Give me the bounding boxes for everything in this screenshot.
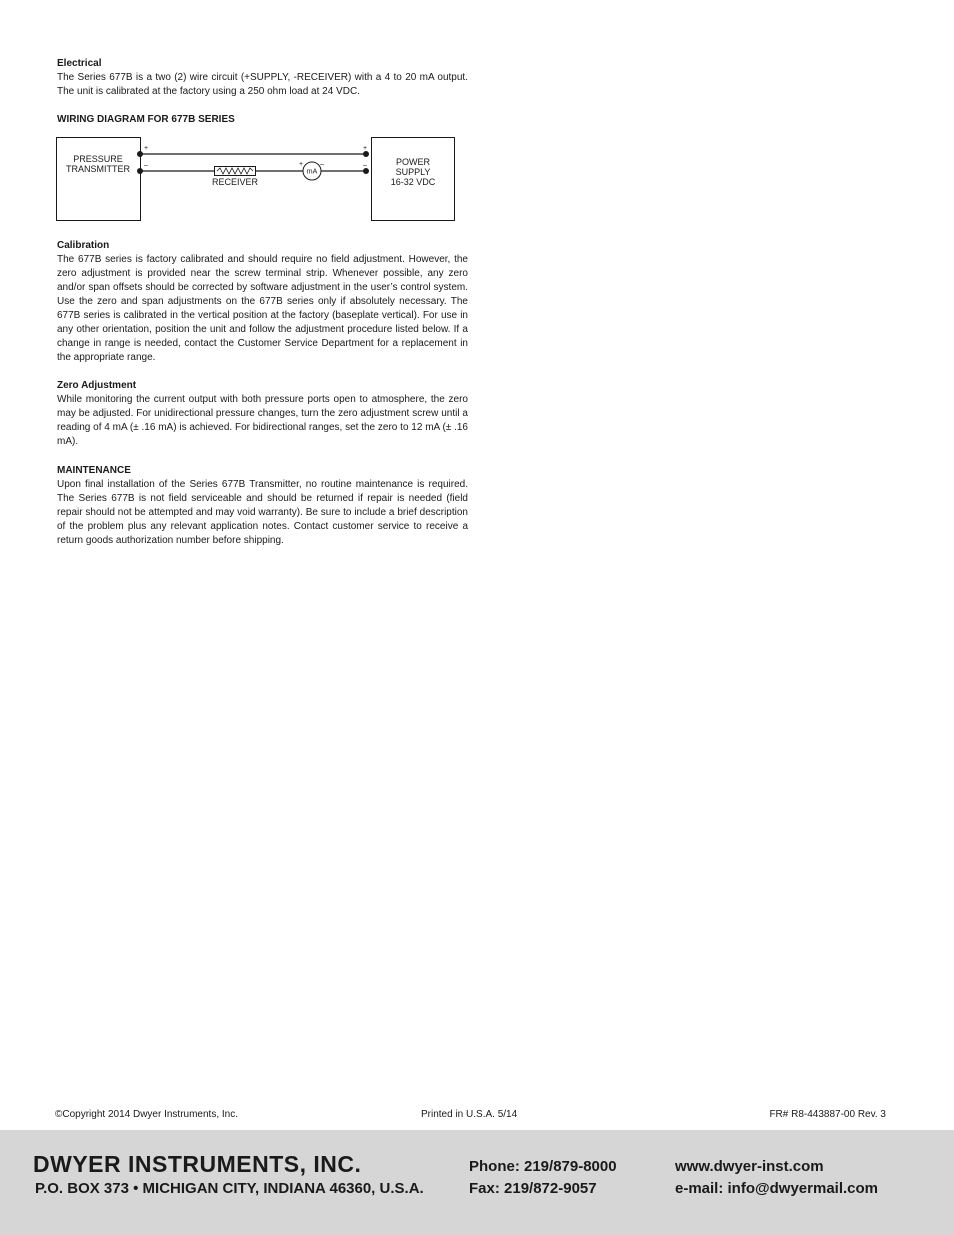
transmitter-plus-sign: + [144,145,149,152]
electrical-text: The Series 677B is a two (2) wire circuit (+SUPPLY, -RECEIVER) with a 4 to 20 mA output. The unit is calibrated at the factory using a 250 ohm load at 24 VDC. [57,72,468,97]
receiver-label: RECEIVER [211,177,259,187]
maintenance-text: Upon final installation of the Series 677B Transmitter, no routine maintenance is required. The Series 677B is not field serviceable and should be returned if repair is needed (field repair should not be attempted and may void warranty). Be sure to include a brief description of the problem plus any relevant application notes. Contact customer service to receive a return goods authorization number before shipping. [57,479,468,546]
supply-plus-sign: + [363,145,368,152]
calibration-text: The 677B series is factory calibrated and should require no field adjustment. However, the zero adjustment is provided near the screw terminal strip. Whenever possible, any zero and/or span offsets should be corrected by software adjustment in the user’s control system. Use the zero and span adjustments on the 677B series only if absolutely necessary. The 677B series is calibrated in the vertical position at the factory (baseplate vertical). For use in any other orientation, position the unit and follow the adjustment procedure listed below. If a change in range is needed, contact the Customer Service Department for a replacement in the appropriate range. [57,254,468,363]
meter-label: mA [306,168,318,176]
email-link[interactable]: e-mail: info@dwyermail.com [675,1180,879,1197]
section-wiring-diagram [57,113,468,127]
form-reference: FR# R8-443887-00 Rev. 3 [769,1109,886,1120]
section-zero-adjustment [57,379,468,449]
website-link[interactable]: www.dwyer-inst.com [675,1158,824,1175]
phone-number: Phone: 219/879-8000 [469,1158,617,1175]
transmitter-label-line1: PRESSURE [73,154,123,164]
transmitter-positive-terminal [137,151,143,157]
supply-minus-sign: – [363,162,367,169]
company-address: P.O. BOX 373 • MICHIGAN CITY, INDIANA 46360, U.S.A. [35,1180,424,1197]
transmitter-box [57,138,141,221]
company-name: DWYER INSTRUMENTS, INC. [33,1151,362,1177]
transmitter-label-line2: TRANSMITTER [66,164,130,174]
meter-minus-sign: – [320,161,324,168]
electrical-heading: Electrical [57,58,102,69]
copyright-notice: ©Copyright 2014 Dwyer Instruments, Inc. [55,1109,238,1120]
meter-plus-sign: + [299,161,304,168]
section-calibration [57,239,468,365]
printed-notice: Printed in U.S.A. 5/14 [421,1109,518,1120]
wiring-diagram [52,133,462,228]
supply-label-line2: SUPPLY [395,167,431,177]
zero-adjustment-heading: Zero Adjustment [57,380,137,391]
zero-adjustment-text: While monitoring the current output with both pressure ports open to atmosphere, the zero may be adjusted. For unidirectional pressure changes, turn the zero adjustment screw until a reading of 4 mA (± .16 mA) is achieved. For bidirectional ranges, set the zero to 12 mA (± .16 mA). [57,394,468,447]
section-electrical [57,57,468,99]
section-maintenance [57,464,468,548]
supply-label-line3: 16-32 VDC [390,177,436,187]
transmitter-negative-terminal [137,168,143,174]
wiring-diagram-heading: WIRING DIAGRAM FOR 677B SERIES [57,114,235,125]
calibration-heading: Calibration [57,240,110,251]
maintenance-heading: MAINTENANCE [57,465,131,476]
transmitter-minus-sign: – [144,162,148,169]
supply-label-line1: POWER [395,157,431,167]
fax-number: Fax: 219/872-9057 [469,1180,597,1197]
